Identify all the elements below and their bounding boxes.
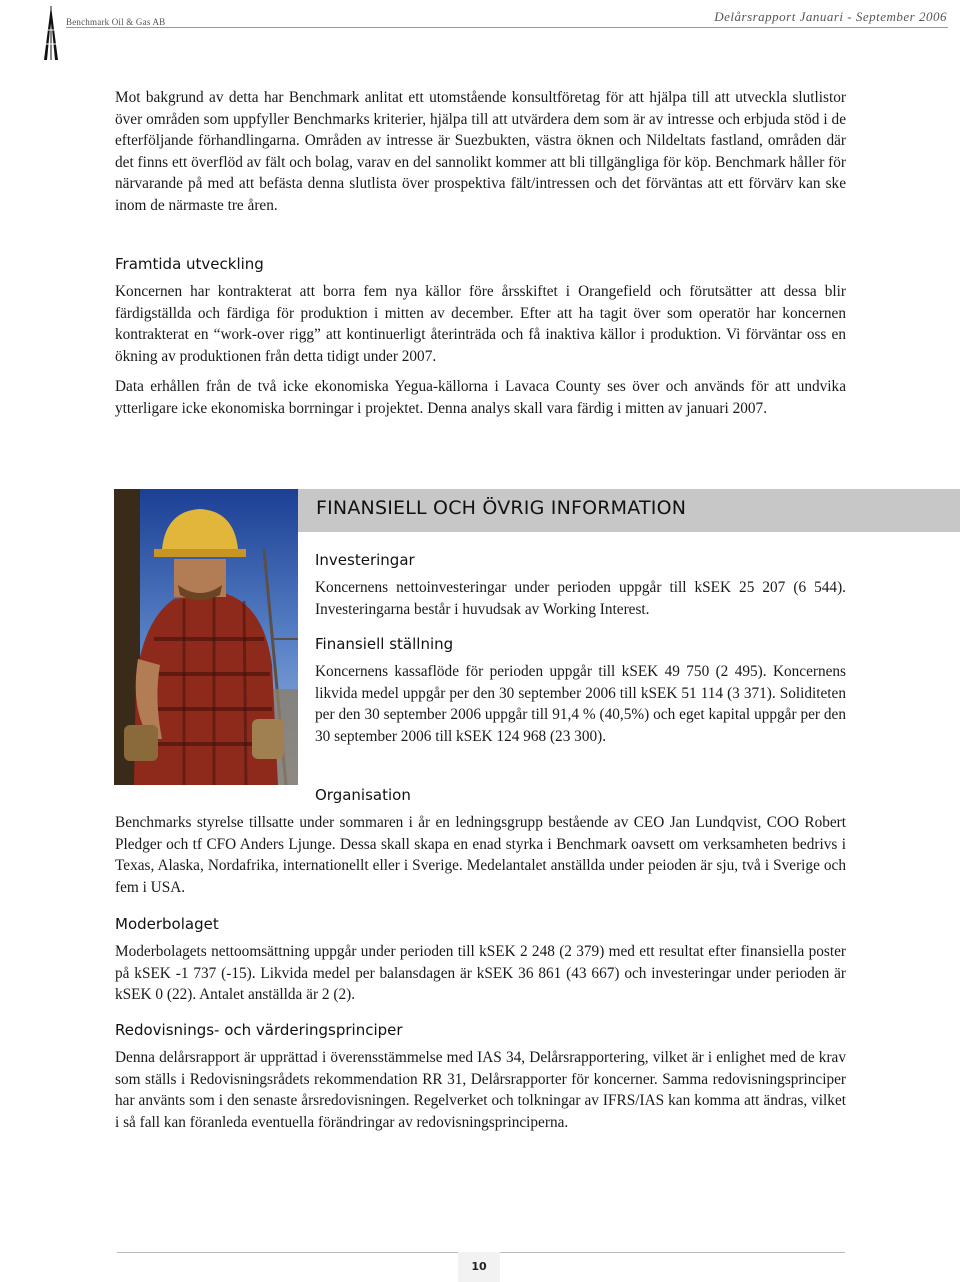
organisation-paragraph: Benchmarks styrelse tillsatte under sommaren i år en ledningsgrupp bestående av CEO Jan Lundqvist, COO Robert Pledger och tf CFO Anders Ljunge. Dessa skall skapa en enad styrka i Benchmark oavsett om verksamheten bedrivs i Texas, Alaska, Nordafrika, internationellt eller i Sverige. Medelantalet anställda under peioden är sju, två i Sverige och fem i USA. — [115, 814, 846, 896]
heading-redovisningsprinciper: Redovisnings- och värderingsprinciper — [115, 1021, 403, 1039]
heading-finansiell-stallning: Finansiell ställning — [315, 635, 454, 653]
report-title: Delårsrapport Januari - September 2006 — [714, 9, 947, 24]
page-header — [0, 0, 960, 60]
heading-organisation: Organisation — [315, 786, 411, 804]
oil-derrick-logo-icon — [40, 4, 62, 60]
finansiell-paragraph: Koncernens kassaflöde för perioden uppgår till kSEK 49 750 (2 495). Koncernens likvida medel uppgår per den 30 september 2006 till kSEK 51 114 (3 371). Soliditeten per den 30 september 2006 uppgår till 91,4 % (40,5%) och eget kapital uppgår per den 30 september 2006 till kSEK 124 968 (23 300). — [315, 663, 846, 745]
redovisning-paragraph: Denna delårsrapport är upprättad i överensstämmelse med IAS 34, Delårsrapportering, vilket är i enlighet med de krav som ställs i Redovisningsrådets rekommendation RR 31, Delårsrapporter för koncerner. Samma redovisningsprinciper har använts som i den senaste årsredovisningen. Regelverket och tolkningar av IFRS/IAS kan komma att ändras, vilket i så fall kan föranleda eventuella förändringar av redovisningsprinciperna. — [115, 1049, 846, 1131]
page-number-box — [458, 1252, 500, 1282]
investeringar-paragraph: Koncernens nettoinvesteringar under perioden uppgår till kSEK 25 207 (6 544). Investeringarna består i huvudsak av Working Interest. — [315, 579, 846, 618]
heading-moderbolaget: Moderbolaget — [115, 915, 219, 933]
section-banner — [298, 489, 960, 532]
page-number: 10 — [471, 1260, 487, 1273]
moderbolaget-paragraph: Moderbolagets nettoomsättning uppgår under perioden till kSEK 2 248 (2 379) med ett resultat efter finansiella poster på kSEK -1 737 (-15). Likvida medel per balansdagen är kSEK 36 861 (43 667) och investeringar under perioden är kSEK 0 (22). Antalet anställda är 2 (2). — [115, 943, 846, 1003]
company-name: Benchmark Oil & Gas AB — [66, 17, 166, 27]
heading-framtida-utveckling: Framtida utveckling — [115, 255, 264, 273]
intro-paragraph: Mot bakgrund av detta har Benchmark anlitat ett utomstående konsultföretag för att hjälpa till att utveckla slutlistor över områden som uppfyller Benchmarks kriterier, hjälpa till att utvärdera dem som är av intresse och erbjuda stöd i de efterföljande förhandlingarna. Områden av intresse är Suezbukten, västra öknen och Nildeltats fastland, områden där det finns ett överflöd av fält och bolag, varav en del sannolikt kommer att bli tillgängliga för köp. Benchmark håller för närvarande på med att befästa denna slutlista över prospektiva fält/intressen och det förväntas att ett förvärv kan ske inom de närmaste tre åren. — [115, 89, 846, 214]
framtida-paragraph-1: Koncernen har kontrakterat att borra fem nya källor före årsskiftet i Orangefield och förutsätter att dessa blir färdigställda och färdiga för produktion i mitten av december. Efter att ha tagit över som operatör har koncernen kontrakterat en “work-over rigg” att kontinuerligt återinträda och få inaktiva källor i produktion. Vi förväntar oss en ökning av produktionen från detta tidigt under 2007. — [115, 283, 846, 365]
section-title: FINANSIELL OCH ÖVRIG INFORMATION — [316, 497, 687, 519]
framtida-paragraph-2: Data erhållen från de två icke ekonomiska Yegua-källorna i Lavaca County ses över och används för att undvika ytterligare icke ekonomiska borrningar i projektet. Denna analys skall vara färdig i mitten av januari 2007. — [115, 378, 846, 417]
heading-investeringar: Investeringar — [315, 551, 415, 569]
oil-worker-photo — [114, 489, 298, 785]
header-divider — [66, 27, 948, 28]
